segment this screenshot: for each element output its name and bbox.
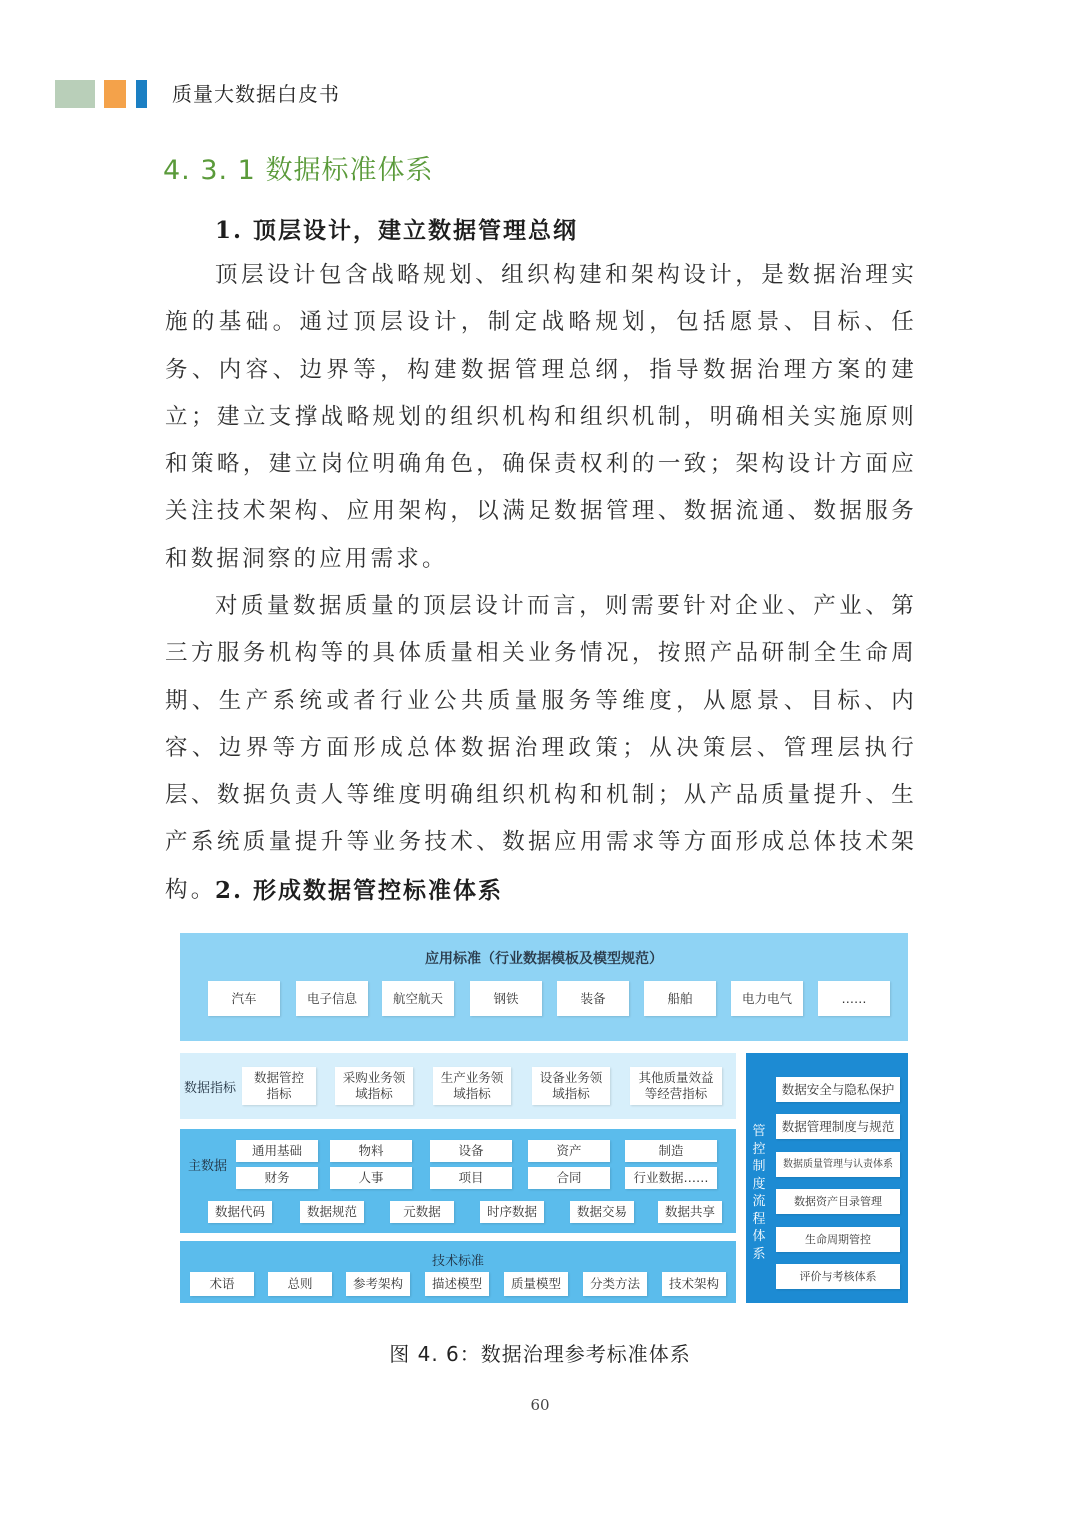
page-number: 60 [530,1396,550,1414]
figure-caption: 图 4. 6：数据治理参考标准体系 [389,1342,691,1366]
control-system-title: 管控制度流程体系 [752,1124,766,1262]
app-item: 电子信息 [296,981,368,1016]
standards-diagram [180,933,908,1303]
control-item: 评价与考核体系 [776,1264,900,1289]
application-standards-block [180,933,908,1041]
data-indicators-label: 数据指标 [184,1081,237,1096]
tech-item: 总则 [268,1272,332,1296]
header-color-block-green [55,80,95,108]
master-item: 元数据 [390,1201,454,1223]
subsection-heading-2: 2. 形成数据管控标准体系 [215,877,504,904]
tech-item: 术语 [190,1272,254,1296]
app-item: …… [818,981,890,1016]
app-item: 航空航天 [382,981,454,1016]
app-item: 电力电气 [731,981,803,1016]
master-item: 项目 [430,1167,512,1189]
master-item: 合同 [528,1167,610,1189]
indicator-item: 采购业务领 域指标 [335,1067,413,1105]
master-item: 设备 [430,1140,512,1162]
header-title: 质量大数据白皮书 [172,82,340,106]
control-item: 数据资产目录管理 [776,1189,900,1214]
tech-standards-title: 技术标准 [431,1254,484,1269]
tech-standards-block [180,1241,736,1303]
master-item: 通用基础 [236,1140,318,1162]
paragraph-2: 对质量数据质量的顶层设计而言，则需要针对企业、产业、第三方服务机构等的具体质量相关业务情况，按照产品研制全生命周期、生产系统或者行业公共质量服务等维度，从愿景、目标、内容、边界等方面形成总体数据治理政策；从决策层、管理层执行层、数据负责人等维度明确组织机构和机制；从产品质量提升、生产系统质量提升等业务技术、数据应用需求等方面形成总体技术架构。 [165,593,917,903]
paragraph-1: 顶层设计包含战略规划、组织构建和架构设计，是数据治理实施的基础。通过顶层设计，制定战略规划，包括愿景、目标、任务、内容、边界等，构建数据管理总纲，指导数据治理方案的建立；建立支撑战略规划的组织机构和组织机制，明确相关实施原则和策略，建立岗位明确角色，确保责权利的一致；架构设计方面应关注技术架构、应用架构，以满足数据管理、数据流通、数据服务和数据洞察的应用需求。 [165,262,917,572]
app-item: 汽车 [208,981,280,1016]
master-item: 数据共享 [658,1201,722,1223]
master-data-label: 主数据 [188,1159,228,1174]
master-item: 数据代码 [208,1201,272,1223]
subsection-heading-1: 1. 顶层设计，建立数据管理总纲 [215,217,579,244]
data-indicators-block [180,1053,736,1119]
tech-item: 分类方法 [583,1272,647,1296]
application-standards-title: 应用标准（行业数据模板及模型规范） [425,951,663,967]
header-color-block-blue [136,80,147,108]
indicator-item: 生产业务领 域指标 [433,1067,511,1105]
master-item: 数据交易 [570,1201,634,1223]
control-item: 数据安全与隐私保护 [776,1077,900,1102]
indicator-item: 数据管控 指标 [242,1067,316,1105]
tech-item: 质量模型 [504,1272,568,1296]
section-title: 4. 3. 1 数据标准体系 [163,155,434,186]
tech-item: 参考架构 [346,1272,410,1296]
master-item: 时序数据 [480,1201,544,1223]
indicator-item: 设备业务领 域指标 [532,1067,610,1105]
app-item: 钢铁 [470,981,542,1016]
indicator-item: 其他质量效益 等经营指标 [630,1067,722,1105]
master-item: 人事 [330,1167,412,1189]
master-item: 财务 [236,1167,318,1189]
tech-item: 描述模型 [425,1272,489,1296]
master-item: 数据规范 [300,1201,364,1223]
master-item: 行业数据…… [625,1167,717,1189]
master-item: 制造 [625,1140,717,1162]
control-system-block [746,1053,908,1303]
master-data-block [180,1129,736,1233]
app-item: 船舶 [644,981,716,1016]
control-item: 数据管理制度与规范 [776,1114,900,1139]
tech-item: 技术架构 [662,1272,726,1296]
master-item: 物料 [330,1140,412,1162]
control-item: 数据质量管理与认责体系 [776,1152,900,1177]
app-item: 装备 [557,981,629,1016]
header-color-block-orange [104,80,126,108]
control-item: 生命周期管控 [776,1227,900,1252]
master-item: 资产 [528,1140,610,1162]
